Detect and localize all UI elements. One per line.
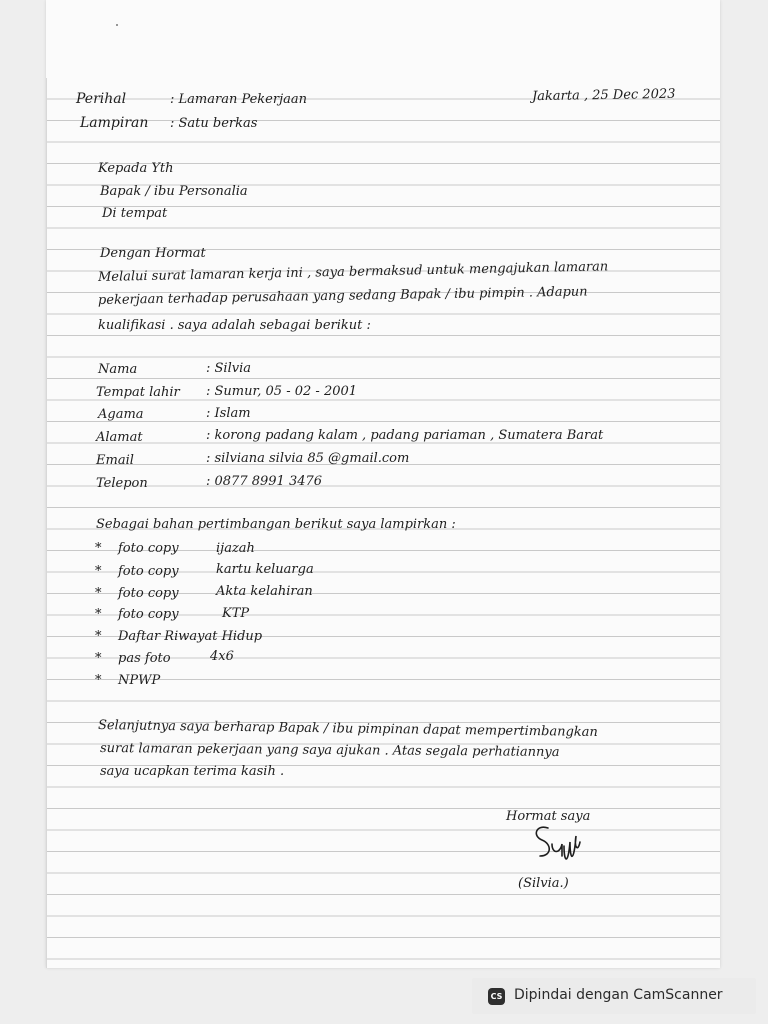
scanner-text: Dipindai dengan CamScanner <box>514 987 723 1003</box>
attachment-detail: Akta kelahiran <box>216 584 313 599</box>
attachment-bullet: * <box>95 541 102 556</box>
attachment-bullet: * <box>95 607 102 622</box>
attachment-bullet: * <box>95 629 102 644</box>
attachment-item: foto copy <box>118 564 179 579</box>
detail-value-alamat: : korong padang kalam , padang pariaman , Sumatera Barat <box>206 428 604 443</box>
attachment-item: NPWP <box>118 673 161 688</box>
attachment-item: foto copy <box>118 586 179 601</box>
paper-speck <box>116 24 118 26</box>
salutation: Hormat saya <box>506 809 591 824</box>
detail-value-telepon: : 0877 8991 3476 <box>206 474 323 489</box>
lampiran-label: Lampiran <box>80 115 149 131</box>
recipient-line: Kepada Yth <box>98 161 174 176</box>
handwritten-signature <box>530 822 590 874</box>
scanner-watermark <box>472 978 756 1014</box>
recipient-line: Di tempat <box>102 206 168 221</box>
camscanner-logo-icon: CS <box>488 988 505 1005</box>
attachment-item: foto copy <box>118 607 179 622</box>
attachment-detail: ijazah <box>216 541 255 556</box>
closing-line: saya ucapkan terima kasih . <box>100 764 285 779</box>
attachment-detail: kartu keluarga <box>216 562 314 577</box>
attachment-bullet: * <box>95 651 102 666</box>
perihal-label: Perihal <box>76 91 127 107</box>
attachment-detail: KTP <box>222 606 250 621</box>
attachment-bullet: * <box>95 673 102 688</box>
recipient-line: Bapak / ibu Personalia <box>100 184 248 199</box>
attachment-detail: 4x6 <box>210 649 234 664</box>
detail-label-email: Email <box>96 453 134 468</box>
detail-label-tempat-lahir: Tempat lahir <box>96 385 180 400</box>
attachment-bullet: * <box>95 586 102 601</box>
detail-value-email: : silviana silvia 85 @gmail.com <box>206 451 410 466</box>
margin-line <box>46 78 47 968</box>
attachment-item: pas foto <box>118 651 171 666</box>
greeting: Dengan Hormat <box>100 246 206 261</box>
closing-line: Selanjutnya saya berharap Bapak / ibu pimpinan dapat mempertimbangkan <box>97 718 598 740</box>
detail-value-agama: : Islam <box>206 406 251 421</box>
detail-label-nama: Nama <box>98 362 138 377</box>
page-top-blank <box>46 0 720 78</box>
attachments-intro: Sebagai bahan pertimbangan berikut saya lampirkan : <box>96 517 456 532</box>
detail-value-tempat-lahir: : Sumur, 05 - 02 - 2001 <box>206 384 358 399</box>
detail-label-alamat: Alamat <box>96 430 143 445</box>
intro-line: pekerjaan terhadap perusahaan yang sedang Bapak / ibu pimpin . Adapun <box>97 284 588 308</box>
closing-line: surat lamaran pekerjaan yang saya ajukan . Atas segala perhatiannya <box>99 741 560 761</box>
intro-line: kualifikasi . saya adalah sebagai berikut : <box>98 318 371 333</box>
perihal-value: : Lamaran Pekerjaan <box>170 92 307 107</box>
detail-label-telepon: Telepon <box>96 476 148 491</box>
intro-line: Melalui surat lamaran kerja ini , saya bermaksud untuk mengajukan lamaran <box>97 259 609 285</box>
lampiran-value: : Satu berkas <box>170 116 258 131</box>
attachment-bullet: * <box>95 564 102 579</box>
attachment-item: Daftar Riwayat Hidup <box>118 629 263 644</box>
signature-name: (Silvia.) <box>518 876 569 891</box>
attachment-item: foto copy <box>118 541 179 556</box>
detail-label-agama: Agama <box>98 407 144 422</box>
detail-value-nama: : Silvia <box>206 361 251 376</box>
place-date: Jakarta , 25 Dec 2023 <box>531 86 676 105</box>
